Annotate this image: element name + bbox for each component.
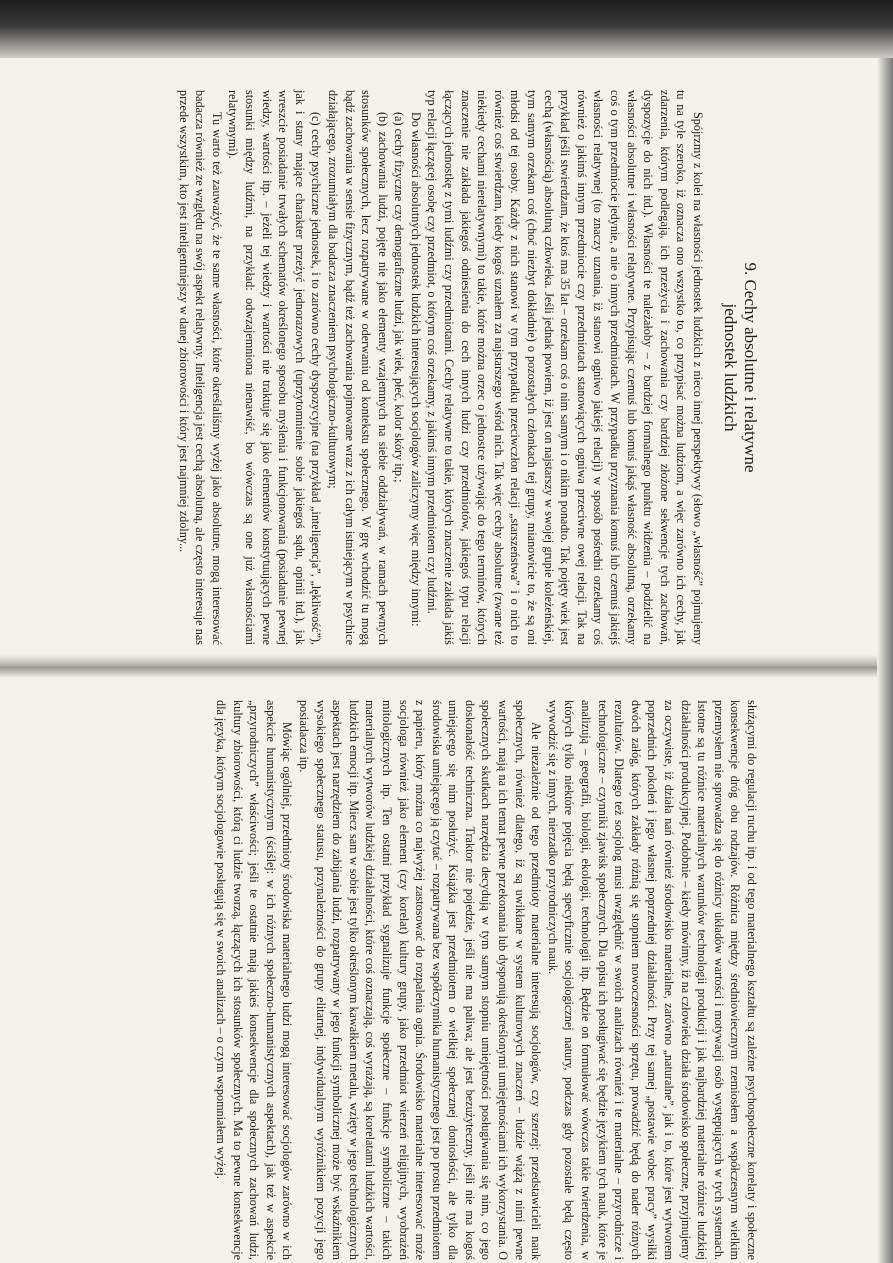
left-paragraph-3: Mówiąc ogólniej, przedmioty środowiska materialnego ludzi mogą interesować socjologów zarówno w ich aspekcie humanistycznym (ściślej: w ich różnych społeczno-humanistycznych aspektach), jak też w aspekcie „przyrodniczych” właściwości; jeśli te ostatnie mają jakieś konsekwencje dla społecznych zachowań ludzi, kultury zbiorowości, którą ci ludzie tworzą, łączących ich stosunków społecznych. Ma to pewne konsekwencje dla języka, którym socjologowie posługują się w swoich analizach – o czym wspomniałem wyżej. bbox=[214, 700, 295, 1260]
right-page bbox=[110, 90, 760, 645]
right-paragraph-1: Spójrzmy z kolei na własności jednostek ludzkich z nieco innej perspektywy (słowo „własność” pojmujemy tu na tyle szeroko, iż oznacza ono wszystko to, co przypisać można ludziom, a więc zarówno ich cechy, jak zdarzenia, którym podlegają, ich przeżycia i zachowania czy bardziej złożone sekwencje tych zachowań, dyspozycje do nich itd.). Własności te należałoby – z bardziej formalnego punktu widzenia – podzielić na własności absolutne i własności relatywne. Przypisując czemuś lub komuś jakąś własność absolutną, orzekamy coś o tym przedmiocie jedynie, a nie o innych przedmiotach. W przypadku przyznania komuś lub czemuś jakiejś własności relatywnej (to znaczy uznania, iż stanowi ogniwo jakiejś relacji) w sposób pośredni orzekamy coś również o jakimś innym przedmiocie czy przedmiotach stanowiących ogniwa przeciwne owej relacji. Tak na przykład jeśli stwierdzam, że ktoś ma 35 lat – orzekam coś o nim samym i o nikim ponadto. Tak pojęty wiek jest cechą (własnością) absolutną człowieka. Jeśli jednak powiem, iż jest on najstarszy w swojej grupie koleżeńskiej, tym samym orzekam coś (choć niezbyt dokładnie) o pozostałych członkach tej grupy, mianowicie to, że są oni młodsi od tej osoby. Każdy z nich stanowi w tym przypadku przeciwczłon relacji „starszeństwa” i o nich to również coś stwierdzam, kiedy kogoś uznałem za najstarszego wśród nich. Tak więc cechy absolutne (zwane też niekiedy cechami nierelatywnymi) to takie, które można orzec o jednostce używając do tego terminów, których znaczenie nie zakłada jakiegoś odniesienia do cech innych ludzi czy przedmiotów, jakiegoś typu relacji łączących jednostkę z tymi ludźmi czy przedmiotami. Cechy relatywne to takie, których znaczenie zakłada jakiś typ relacji łączącej osobę czy przedmiot, o którym coś orzekamy, z jakimś innym przedmiotem czy ludźmi. bbox=[425, 90, 705, 645]
chapter-title-line-1: 9. Cechy absolutne i relatywne bbox=[741, 262, 760, 473]
right-paragraph-3: (a) cechy fizyczne czy demograficzne ludzi, jak wiek, płeć, kolor skóry itp.; bbox=[392, 112, 407, 483]
left-page bbox=[110, 700, 760, 1260]
right-paragraph-4: (b) zachowania ludzi, pojęte nie jako elementy wzajemnych na siebie oddziaływań, w ramach pewnych stosunków społecznych, lecz rozpatrywane w oderwaniu od kontekstu społecznego. W grę wchodzić tu mogą bądź zachowania w sensie fizycznym, bądź też zachowania pojmowane wraz z ich całym istniejącym w psychice działającego, zrozumiałym dla badacza znaczeniem psychologiczno-kulturowym; bbox=[325, 90, 390, 645]
right-paragraph-6: Tu warto też zauważyć, że te same własności, które określaliśmy wyżej jako absolutne, mogą interesować badacza również ze względu na swój aspekt relatywny. Inteligencja jest cechą absolutną, ale często interesuje nas przede wszystkim, kto jest inteligentniejszy w danej zbiorowości i który jest najmniej zdolny... bbox=[176, 90, 224, 645]
page-edge-shadow bbox=[877, 58, 893, 1263]
chapter-title bbox=[720, 90, 760, 645]
scanner-edge-shadow bbox=[0, 0, 893, 58]
left-paragraph-2: Ale niezależnie od tego przedmioty materialne interesują socjologów, czy szerzej: przedstawicieli nauk społecznych, również dlatego, iż są uwikłane w system kulturowych znaczeń – ludzie wiążą z nimi pewne wartości, mają na ich temat pewne przekonania lub dysponują określonymi umiejętnościami ich wykorzystania. O społecznych skutkach narzędzia decydują w tym samym stopniu umiejętności posługiwania się nim, co jego doskonałość techniczna. Traktor nie pojedzie, jeśli nie ma paliwa; ale jest bezużyteczny, jeśli nie ma kogoś umiejącego się nim posłużyć. Książka jest przedmiotem o wielkiej społecznej doniosłości, ale tylko dla środowiska umiejącego ją czytać – rozpatrywana bez współczynnika humanistycznego jest po prostu przedmiotem z papieru, który można co najwyżej zastosować do rozpalenia ognia. Środowisko materialne interesować może socjologa również jako element (czy korelat) kultury grupy, jako przedmiot wierzeń religijnych, wyobrażeń mitologicznych itp. Ten ostatni przykład sygnalizuje funkcje społeczne – funkcje symboliczne – takich materialnych wytworów ludzkiej działalności, które coś oznaczają, coś wyrażają, są korelatami ludzkich wartości, ludzkich emocji itp. Miecz sam w sobie jest tylko określonym kawałkiem metalu, wzięty w jego technologicznych aspektach jest narzędziem do zabijania ludzi, rozpatrywany w jego funkcji symbolicznej może być wskaźnikiem wysokiego społecznego statusu, przynależności do grupy elitarnej, indywidualnym wyróżnikiem pozycji jego posiadacza itp. bbox=[296, 700, 544, 1260]
left-paragraph-1: służącymi do regulacji ruchu itp. i od tego materialnego kształtu są zależne psychospołeczne korelaty i społeczne konsekwencje dróg obu rodzajów. Różnica między średniowiecznym rzemiosłem a współczesnym wielkim przemysłem nie sprowadza się do różnicy układów wartości i motywacji osób występujących w tych systemach. Istotne są tu różnice materialnych warunków technologii produkcji i jak najbardziej materialne różnice ludzkiej działalności produkcyjnej. Podobnie – kiedy mówimy, iż na człowieka działa środowisko społeczne, przyjmujemy za oczywiste, iż działa nań również środowisko materialne, zarówno „naturalne”, jak i to, które jest wytworem poprzednich pokoleń i jego własnej poprzedniej działalności. Przy tej samej „postawie wobec pracy” wysiłki dwóch załóg, których zakłady różnią się stopniem nowoczesności sprzętu, prowadzić będą do nader różnych rezultatów. Dlatego też socjolog musi uwzględnić w swoich analizach również i te materialne – przyrodnicze i technologiczne – czynniki zjawisk społecznych. Dla opisu ich posługiwać się będzie językiem tych nauk, które je analizują – geografii, biologii, ekologii, technologii itp. Będzie on formułować wówczas takie twierdzenia, w których tylko niektóre pojęcia będą specyficznie socjologicznej natury, podczas gdy pozostałe będą często wywodzić się z innych, nierzadko przyrodniczych nauk. bbox=[545, 700, 759, 1260]
book-gutter bbox=[0, 655, 893, 677]
chapter-title-line-2: jednostek ludzkich bbox=[721, 303, 740, 432]
right-paragraph-5: (c) cechy psychiczne jednostek, i to zarówno cechy dyspozycyjne (na przykład „inteligencja”, „lękliwość”), jak i stany mające charakter przeżyć jednorazowych (uprzytomnienie sobie jakiegoś sądu, opinii itd.), jak wreszcie posiadanie trwałych schematów określonego sposobu myślenia i funkcjonowania (posiadanie pewnej wiedzy, wartości itp. – jeżeli tej wiedzy i wartości nie traktuje się jako elementów konstytuujących pewne stosunki między ludźmi, na przykład: odwzajemniona nienawiść, bo wówczas są one już własnościami relatywnymi). bbox=[226, 90, 324, 645]
right-paragraph-2: Do własności absolutnych jednostek ludzkich interesujących socjologów zaliczymy więc między innymi: bbox=[408, 112, 423, 627]
